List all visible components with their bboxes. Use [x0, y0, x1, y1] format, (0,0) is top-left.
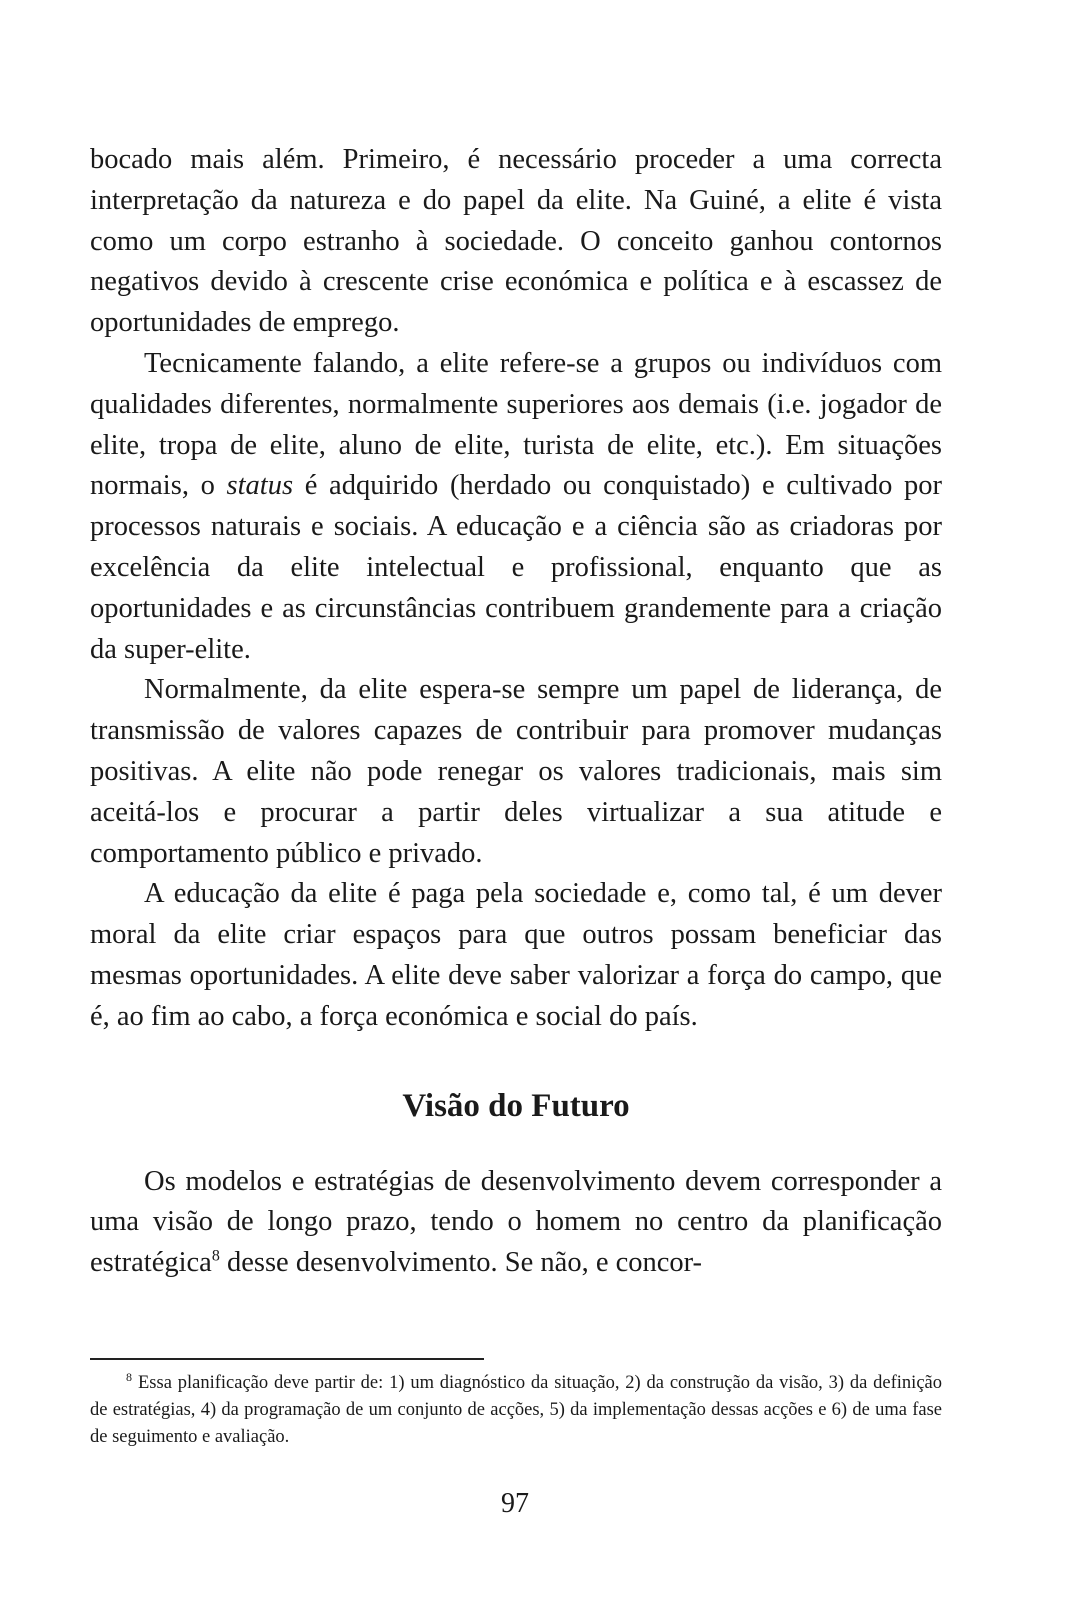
footnote-text: Essa planificação deve partir de: 1) um diagnóstico da situação, 2) da construção da visão, 3) da definição de estratégias, 4) da programação de um conjunto de acções, 5) da implementação dessas acções e 6) de uma fase de seguimento e avaliação. — [90, 1373, 942, 1447]
paragraph-3: Normalmente, da elite espera-se sempre um papel de liderança, de transmissão de valores capazes de contribuir para promover mudanças positivas. A elite não pode renegar os valores tradicionais, mais sim aceitá-los e procurar a partir deles virtualizar a sua atitude e comportamento público e privado. — [90, 674, 942, 869]
paragraph-1: bocado mais além. Primeiro, é necessário proceder a uma correcta interpretação da natureza e do papel da elite. Na Guiné, a elite é vista como um corpo estranho à sociedade. O conceito ganhou contornos negativos devido à crescente crise económica e política e à escassez de oportunidades de emprego. — [90, 144, 942, 339]
footnote — [90, 1370, 942, 1451]
section-paragraph — [90, 1162, 942, 1284]
section-heading: Visão do Futuro — [402, 1087, 630, 1124]
section-paragraph-text-b: desse desenvolvimento. Se não, e concor- — [219, 1247, 703, 1279]
paragraph-2-text-b: é adquirido (herdado ou conquistado) e cultivado por processos naturais e sociais. A educação e a ciência são as criadoras por excelência da elite intelectual e profissional, enquanto que as oportunidades e as circunstâncias contribuem grandemente para a criação da super-elite. — [90, 470, 942, 665]
paragraph-2-text-a: Tecnicamente falando, a elite refere-se a grupos ou indivíduos com qualidades diferentes, normalmente superiores aos demais (i.e. jogador de elite, tropa de elite, aluno de elite, turista de elite, etc.). Em situações normais, o — [90, 347, 942, 502]
paragraph-2 — [90, 344, 942, 670]
page-number: 97 — [501, 1488, 529, 1519]
paragraph-4: A educação da elite é paga pela sociedade e, como tal, é um dever moral da elite criar espaços para que outros possam beneficiar das mesmas oportunidades. A elite deve saber valorizar a força do campo, que é, ao fim ao cabo, a força económica e social do país. — [90, 878, 942, 1032]
footnote-separator — [90, 1358, 484, 1360]
status-term: status — [226, 470, 294, 502]
page-body — [90, 140, 942, 1284]
footnote-mark: 8 — [126, 1369, 132, 1384]
footnote-reference[interactable]: 8 — [211, 1247, 220, 1265]
section-paragraph-text-a: Os modelos e estratégias de desenvolvimento devem corresponder a uma visão de longo prazo, tendo o homem no centro da planificação estratégica — [90, 1165, 942, 1279]
